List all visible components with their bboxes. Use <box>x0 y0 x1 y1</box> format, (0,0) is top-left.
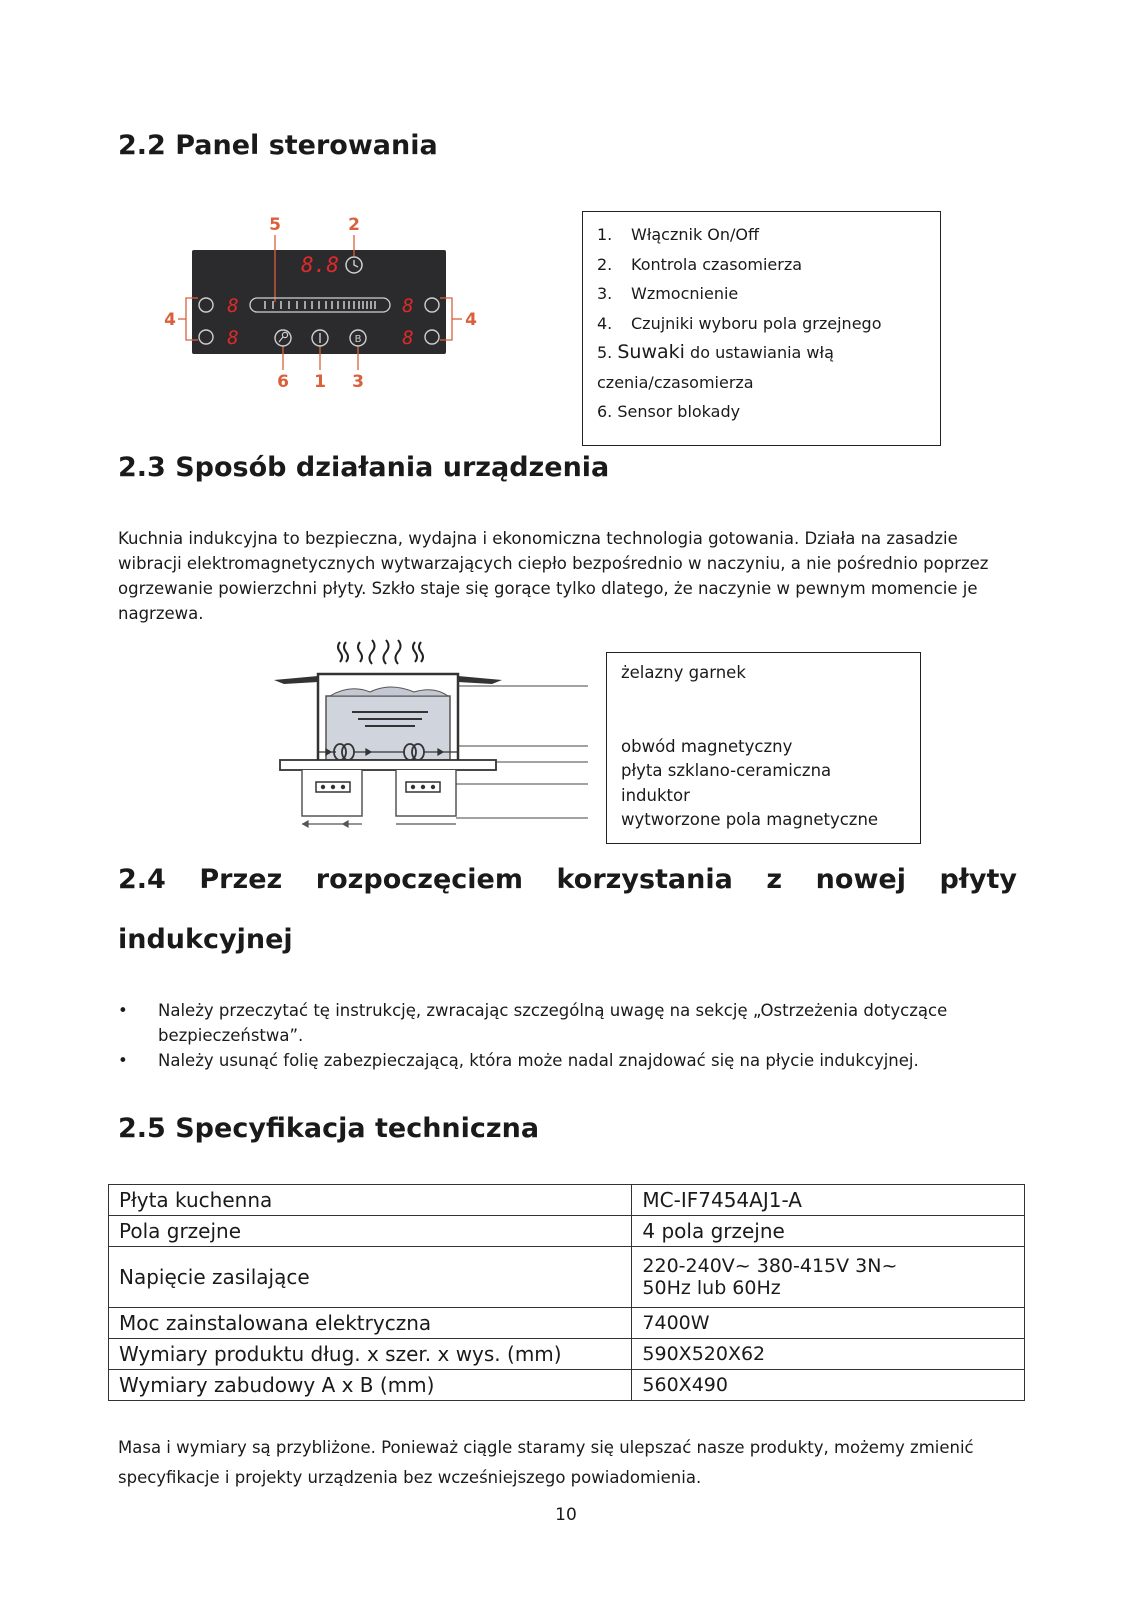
control-panel-legend <box>582 211 941 446</box>
zone-digit-bottom-left: 8 <box>227 327 239 349</box>
callout-2: 2 <box>348 215 360 235</box>
legend-item: 4. Czujniki wyboru pola grzejnego <box>597 313 882 333</box>
legend-item: 3. Wzmocnienie <box>597 284 739 303</box>
heading-2-2: 2.2 Panel sterowania <box>118 130 438 161</box>
inductor-left <box>316 782 350 792</box>
table-row: Wymiary zabudowy A x B (mm) 560X490 <box>109 1370 1025 1401</box>
label-circuit: obwód magnetyczny <box>621 736 793 756</box>
legend-item: czenia/czasomierza <box>597 372 754 392</box>
spec-note: Masa i wymiary są przybliżone. Ponieważ ciągle staramy się ulepszać nasze produkty, możemy zmienić specyfikacje i projekty urządzenia bez wcześniejszego powiadomienia. <box>118 1438 974 1487</box>
zone-digit-top-left: 8 <box>227 295 239 317</box>
paragraph-induction: Kuchnia indukcyjna to bezpieczna, wydajna i ekonomiczna technologia gotowania. Działa na zasadzie wibracji elektromagnetycznych wytwarzających ciepło bezpośrednio w naczyniu, a nie pośrednio poprzez ogrzewanie powierzchni płyty. Szkło staje się gorące tylko dlatego, że naczynie w pewnym momencie je nagrzewa. <box>118 529 989 623</box>
callout-6: 6 <box>277 372 289 392</box>
heading-2-4: 2.4 Przez rozpoczęciem korzystania z nowej płyty <box>118 864 1017 895</box>
spec-table <box>108 1184 1025 1401</box>
page-number: 10 <box>555 1505 577 1525</box>
callout-3: 3 <box>352 372 364 392</box>
zone-digit-bottom-right: 8 <box>402 327 414 349</box>
callout-5: 5 <box>269 215 281 235</box>
label-field: wytworzone pola magnetyczne <box>621 810 879 829</box>
table-row: Napięcie zasilające 220-240V~ 380-415V 3N~ 50Hz lub 60Hz <box>109 1247 1025 1308</box>
legend-item: 5. Suwaki do ustawiania włą <box>597 341 834 363</box>
svg-text:B: B <box>354 334 362 345</box>
list-item: • Należy usunąć folię zabezpieczającą, która może nadal znajdować się na płycie indukcyjnej. <box>118 1051 919 1070</box>
heading-2-4-line2: indukcyjnej <box>118 924 293 955</box>
steam-icon <box>338 640 423 664</box>
timer-display: 8.8 <box>301 253 339 277</box>
label-inductor: induktor <box>621 785 690 805</box>
heading-2-5: 2.5 Specyfikacja techniczna <box>118 1113 540 1144</box>
legend-item: 6. Sensor blokady <box>597 402 741 421</box>
table-row: Moc zainstalowana elektryczna 7400W <box>109 1308 1025 1339</box>
heading-2-3: 2.3 Sposób działania urządzenia <box>118 452 610 483</box>
induction-diagram <box>270 638 590 843</box>
control-panel-illustration <box>160 210 480 395</box>
zone-digit-top-right: 8 <box>402 295 414 317</box>
callout-4-right: 4 <box>465 310 477 330</box>
legend-item: 2. Kontrola czasomierza <box>597 254 803 274</box>
glass-plate <box>280 760 496 770</box>
table-row: Pola grzejne 4 pola grzejne <box>109 1216 1025 1247</box>
bullet-list <box>118 998 978 1073</box>
legend-item: 1. Włącznik On/Off <box>597 225 760 244</box>
induction-legend <box>606 652 921 844</box>
inductor-right <box>406 782 440 792</box>
list-item: • Należy przeczytać tę instrukcję, zwracając szczególną uwagę na sekcję „Ostrzeżenia dotyczące bezpieczeństwa”. <box>118 1001 948 1045</box>
callout-1: 1 <box>314 372 326 392</box>
table-row: Płyta kuchenna MC-IF7454AJ1-A <box>109 1185 1025 1216</box>
table-row: Wymiary produktu dług. x szer. x wys. (mm) 590X520X62 <box>109 1339 1025 1370</box>
callout-4-left: 4 <box>164 310 176 330</box>
label-glass: płyta szklano-ceramiczna <box>621 761 832 780</box>
label-pot: żelazny garnek <box>621 663 746 682</box>
